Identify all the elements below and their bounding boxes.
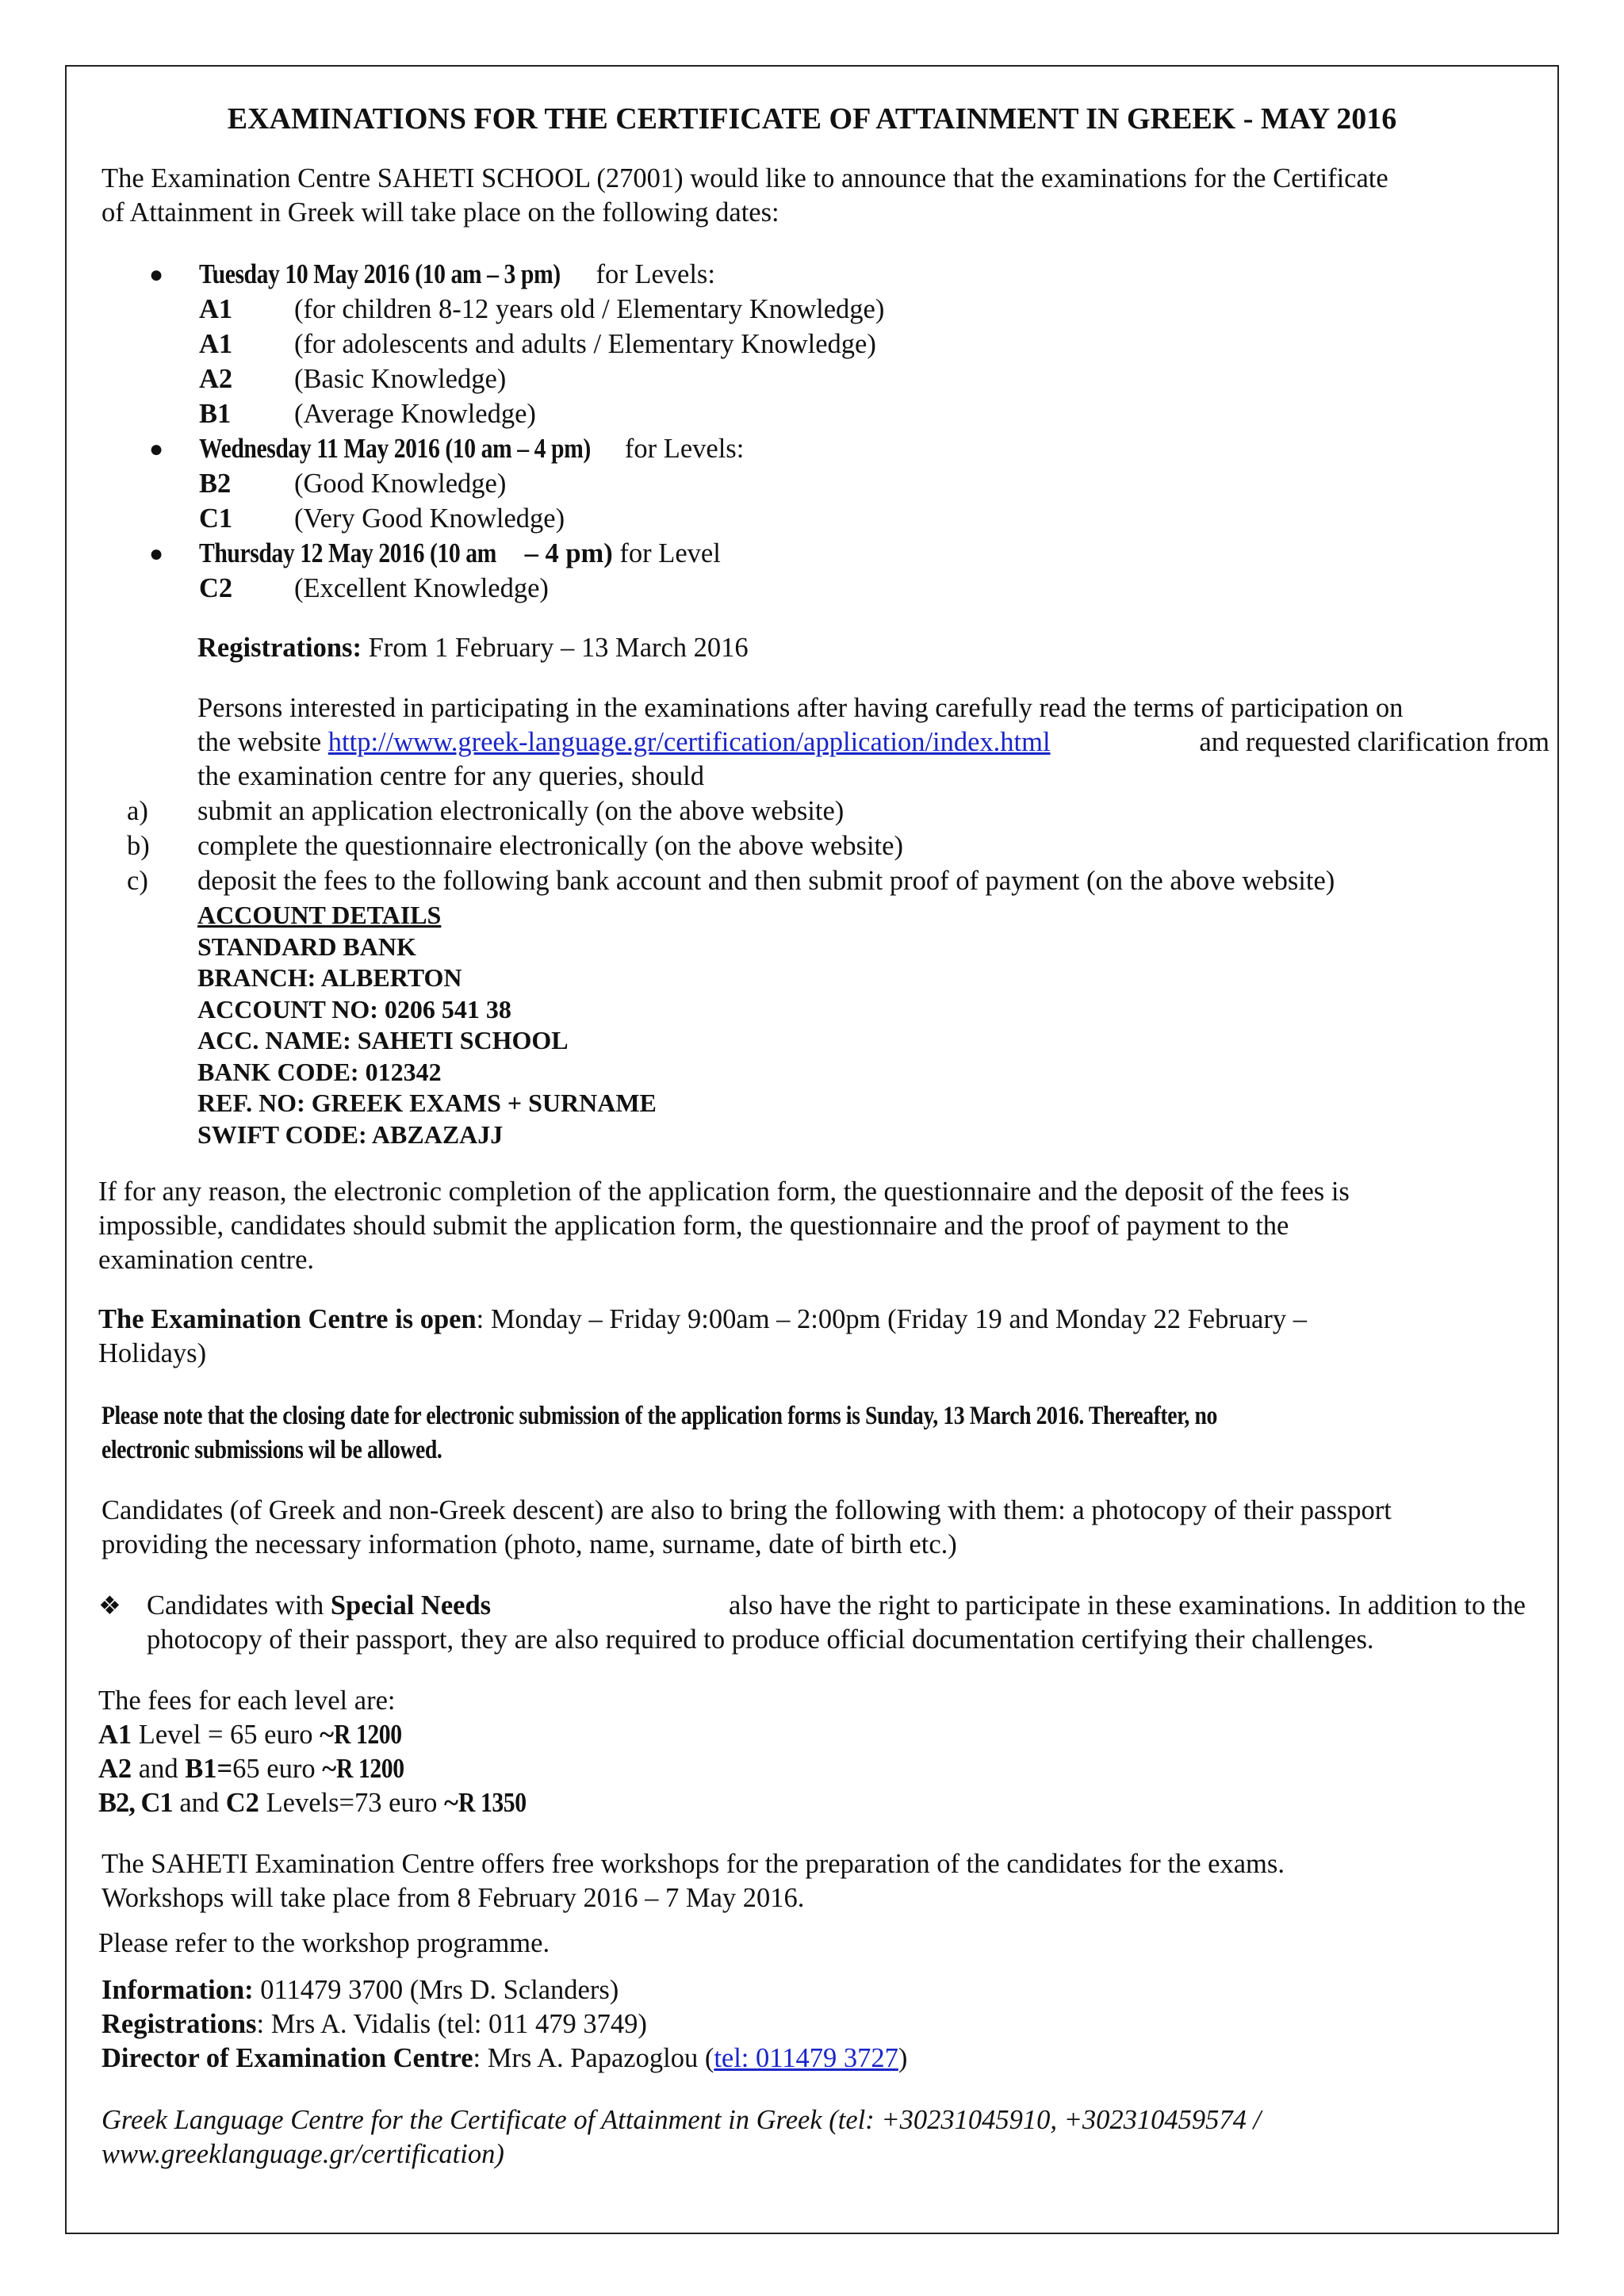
fee-rand: R 1200 (334, 1720, 402, 1750)
fallback-line-2: impossible, candidates should submit the application form, the questionnaire and the proof of payment to the (98, 1211, 1289, 1241)
director-phone-link[interactable]: tel: 011479 3727 (714, 2043, 898, 2073)
fee-text: 65 euro (232, 1754, 323, 1784)
level-code: A1 (199, 294, 233, 324)
fee-level-code: C2 (225, 1788, 259, 1818)
schedule-item-thursday (0, 537, 1624, 572)
contact-label: Director of Examination Centre (102, 2043, 473, 2073)
fee-approx: ~ (320, 1720, 335, 1750)
bullet-icon: ● (149, 541, 164, 567)
special-needs-pre: Candidates with (147, 1590, 331, 1621)
page-title: EXAMINATIONS FOR THE CERTIFICATE OF ATTAINMENT IN GREEK - MAY 2016 (227, 102, 1397, 136)
contact-registrations (102, 2007, 647, 2042)
footer-line-2: www.greeklanguage.gr/certification) (102, 2139, 504, 2169)
list-text: submit an application electronically (on the above website) (197, 796, 845, 826)
closing-note-line-1: Please note that the closing date for electronic submission of the application forms is Sunday, 13 March 2016. Thereafter, no (102, 1402, 1217, 1430)
schedule-date-end: – 4 pm) (517, 538, 613, 568)
candidates-line-1: Candidates (of Greek and non-Greek descent) are also to bring the following with them: a photocopy of their passport (102, 1495, 1392, 1525)
account-heading: ACCOUNT DETAILS (197, 901, 442, 929)
contact-value-close: ) (898, 2043, 908, 2073)
account-line: STANDARD BANK (197, 932, 416, 961)
special-needs-line-2: photocopy of their passport, they are also required to produce official documentation certifying their challenges. (147, 1624, 1374, 1655)
fallback-line-3: examination centre. (98, 1245, 315, 1275)
persons-line-2-tail: and requested clarification from (1199, 727, 1549, 757)
fee-approx: ~ (444, 1788, 458, 1818)
level-row (0, 362, 1624, 397)
special-needs-line-1 (147, 1589, 1526, 1623)
candidates-line-2: providing the necessary information (photo, name, surname, date of birth etc.) (102, 1529, 957, 1559)
level-row (0, 327, 1624, 362)
level-code: C2 (199, 573, 233, 603)
list-item (0, 864, 1624, 899)
fee-text: Levels=73 euro (259, 1788, 445, 1818)
list-text: deposit the fees to the following bank account and then submit proof of payment (on the above website) (197, 866, 1335, 896)
contact-value: : Mrs A. Vidalis (tel: 011 479 3749) (256, 2009, 647, 2039)
open-hours-line-2: Holidays) (98, 1338, 207, 1368)
persons-website-label: the website (197, 727, 328, 757)
special-needs-post: also have the right to participate in these examinations. In addition to the (728, 1590, 1526, 1621)
list-marker: a) (127, 796, 148, 826)
registrations-line (197, 631, 749, 665)
level-code: B1 (199, 399, 232, 429)
level-row (0, 397, 1624, 432)
contact-information (102, 1973, 619, 2007)
schedule-suffix: for Levels: (588, 259, 715, 289)
account-line: BANK CODE: 012342 (197, 1057, 442, 1086)
fee-text: Level = 65 euro (132, 1720, 320, 1750)
fee-line-a2-b1 (98, 1752, 416, 1786)
schedule-date: Tuesday 10 May 2016 (10 am – 3 pm) (199, 259, 561, 289)
application-website-link[interactable]: http://www.greek-language.gr/certification/application/index.html (327, 727, 1051, 757)
closing-note-line-2: electronic submissions wil be allowed. (102, 1436, 442, 1464)
level-code: B2 (199, 469, 232, 499)
contact-value: : Mrs A. Papazoglou ( (473, 2043, 714, 2073)
level-row (0, 293, 1624, 327)
account-line: REF. NO: GREEK EXAMS + SURNAME (197, 1089, 657, 1117)
open-hours-label: The Examination Centre is open (98, 1304, 477, 1334)
contact-label: Information: (102, 1975, 254, 2005)
schedule-date: Wednesday 11 May 2016 (10 am – 4 pm) (199, 434, 591, 464)
fee-rand: R 1200 (336, 1754, 404, 1784)
schedule-suffix: for Level (612, 538, 721, 568)
intro-line-2: of Attainment in Greek will take place on the following dates: (102, 197, 779, 228)
diamond-bullet-icon: ❖ (98, 1591, 121, 1620)
fees-intro: The fees for each level are: (98, 1686, 396, 1716)
open-hours-text: : Monday – Friday 9:00am – 2:00pm (Friday 19 and Monday 22 February – (476, 1304, 1307, 1334)
fee-text: and (172, 1788, 226, 1818)
bullet-icon: ● (149, 436, 164, 462)
special-needs-bold: Special Needs (330, 1590, 492, 1621)
account-line: SWIFT CODE: ABZAZAJJ (197, 1119, 504, 1149)
fee-rand: R 1350 (458, 1788, 527, 1818)
list-item (0, 829, 1624, 864)
contact-director (102, 2042, 907, 2076)
schedule-suffix: for Levels: (618, 434, 745, 464)
fee-approx: ~ (322, 1754, 337, 1784)
fee-level-code: B1= (185, 1754, 233, 1784)
account-line: ACC. NAME: SAHETI SCHOOL (197, 1026, 569, 1054)
fee-text: and (132, 1754, 186, 1784)
fee-line-b2-c1-c2 (98, 1786, 538, 1820)
registrations-value: From 1 February – 13 March 2016 (361, 633, 749, 663)
account-details-block (197, 900, 657, 1150)
level-code: A1 (199, 329, 233, 359)
list-marker: c) (127, 866, 148, 896)
schedule-date: Thursday 12 May 2016 (10 am (199, 538, 496, 568)
list-text: complete the questionnaire electronically (on the above website) (197, 831, 903, 861)
workshops-line-2: Workshops will take place from 8 February 2016 – 7 May 2016. (102, 1883, 805, 1913)
intro-line-1: The Examination Centre SAHETI SCHOOL (27001) would like to announce that the examinations for the Certificate (102, 163, 1388, 193)
persons-line-1: Persons interested in participating in the examinations after having carefully read the terms of participation on (197, 693, 1404, 723)
level-row (0, 467, 1624, 502)
level-desc: (Basic Knowledge) (294, 364, 507, 394)
level-code: C1 (199, 503, 233, 534)
bullet-icon: ● (149, 262, 164, 288)
level-row (0, 502, 1624, 537)
level-desc: (Excellent Knowledge) (294, 573, 549, 603)
schedule-item-wednesday (0, 432, 1624, 467)
account-line: BRANCH: ALBERTON (197, 963, 462, 992)
open-hours-line-1 (98, 1303, 1307, 1337)
level-desc: (for children 8-12 years old / Elementary Knowledge) (294, 294, 885, 324)
level-desc: (for adolescents and adults / Elementary Knowledge) (294, 329, 876, 359)
closing-note (102, 1399, 1430, 1468)
list-marker: b) (127, 831, 150, 861)
persons-line-3: the examination centre for any queries, should (197, 761, 704, 791)
persons-line-2 (197, 725, 1549, 760)
fee-level-code: A1 (98, 1720, 132, 1750)
level-desc: (Average Knowledge) (294, 399, 536, 429)
workshops-line-1: The SAHETI Examination Centre offers free workshops for the preparation of the candidates for the exams. (102, 1849, 1285, 1879)
workshop-programme-note: Please refer to the workshop programme. (98, 1928, 550, 1958)
fee-level-code: B2, C1 (98, 1788, 173, 1818)
level-desc: (Very Good Knowledge) (294, 503, 565, 534)
list-item (0, 794, 1624, 829)
fallback-line-1: If for any reason, the electronic completion of the application form, the questionnaire and the deposit of the fees is (98, 1177, 1350, 1207)
registrations-label: Registrations: (197, 633, 362, 663)
level-code: A2 (199, 364, 233, 394)
level-desc: (Good Knowledge) (294, 469, 507, 499)
account-line: ACCOUNT NO: 0206 541 38 (197, 994, 511, 1024)
fee-line-a1 (98, 1718, 413, 1752)
level-row (0, 572, 1624, 607)
contact-value: 011479 3700 (Mrs D. Sclanders) (253, 1975, 619, 2005)
footer-line-1: Greek Language Centre for the Certificate of Attainment in Greek (tel: +30231045910, +302310459574 / (102, 2105, 1262, 2135)
fee-level-code: A2 (98, 1754, 132, 1784)
contact-label: Registrations (102, 2009, 257, 2039)
